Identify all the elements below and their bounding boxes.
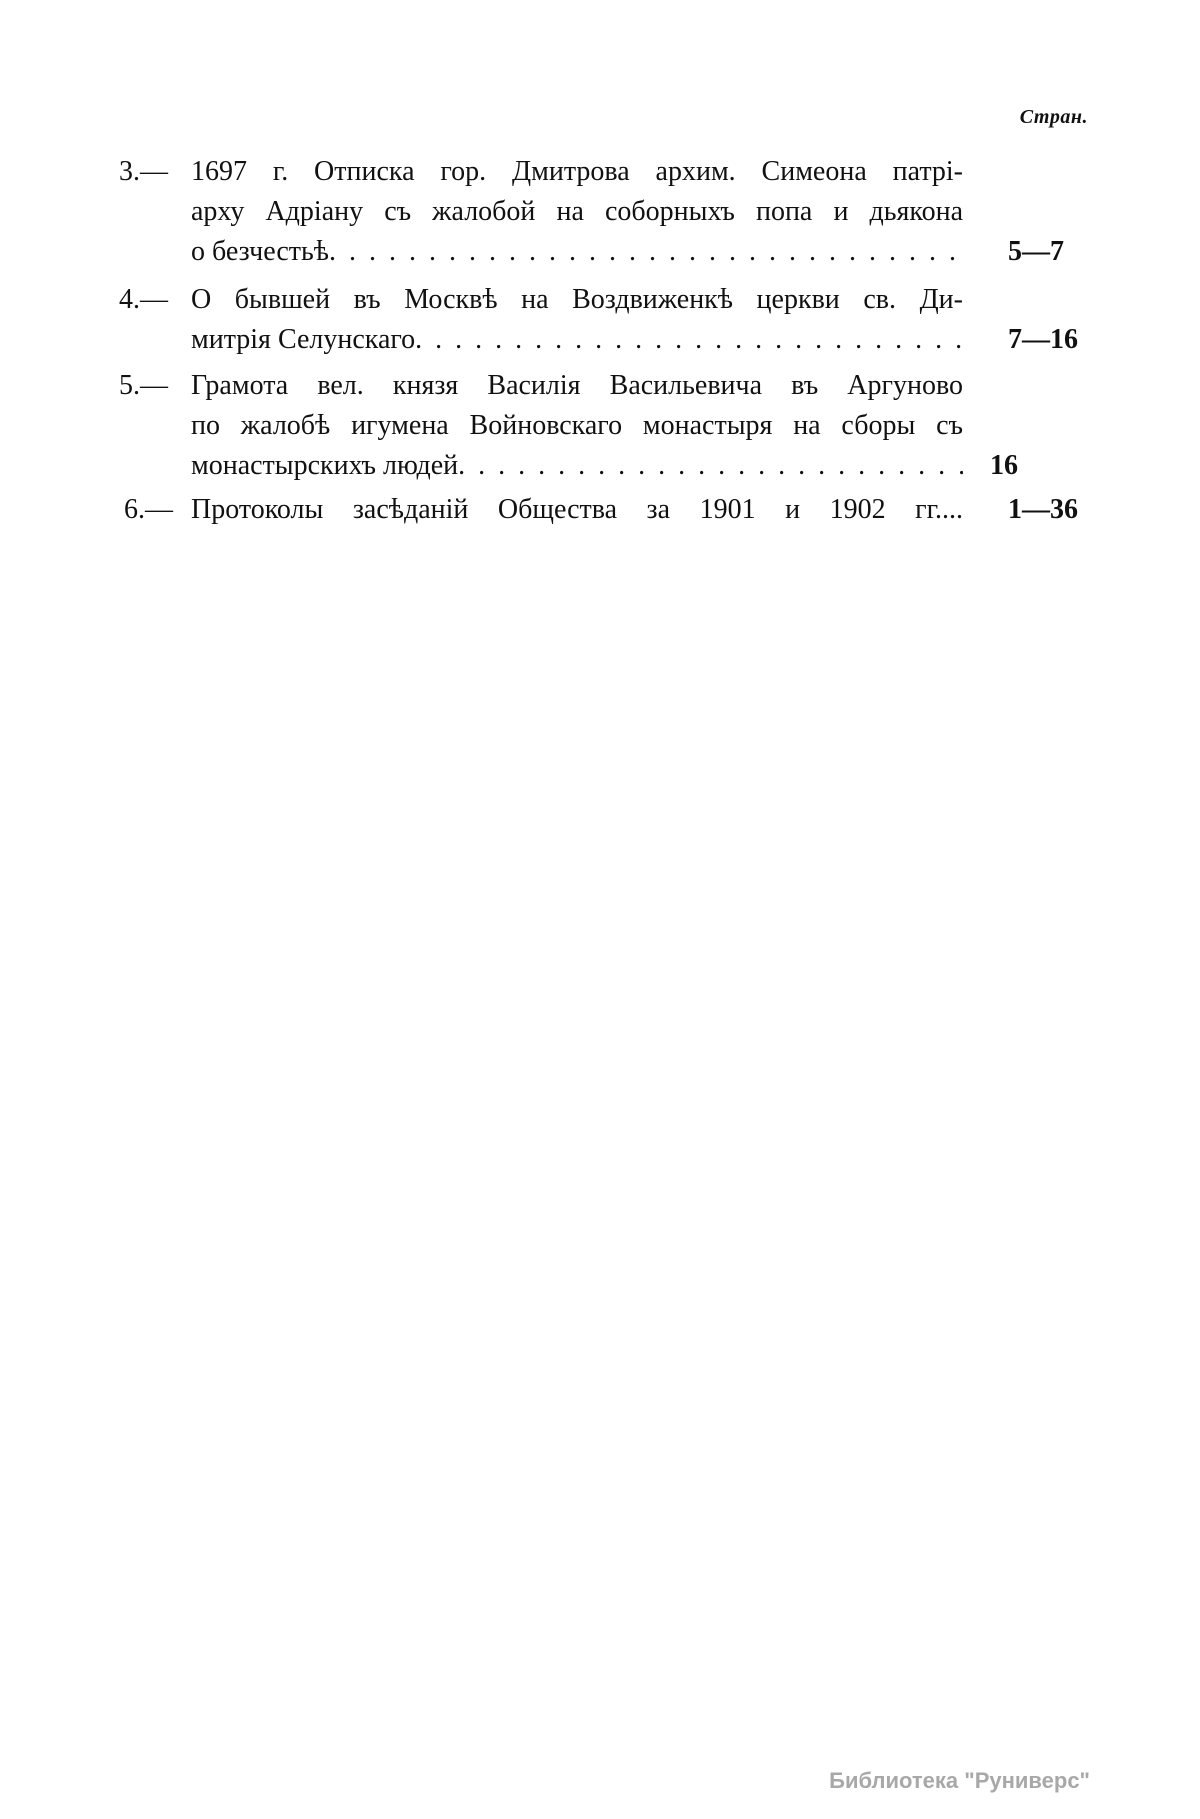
entry-pages: 7—16 (1008, 324, 1078, 355)
entry-pages: 16 (990, 450, 1018, 481)
entry-title (191, 490, 963, 530)
entry-title (191, 280, 963, 360)
entry-title (191, 152, 963, 272)
dot-leader (458, 446, 963, 486)
entry-title-line-last (191, 446, 963, 486)
library-watermark: Библиотека "Руниверс" (829, 1768, 1090, 1793)
entry-title-line: О бывшей въ Москвѣ на Воздвиженкѣ церкви св. Ди- (191, 284, 963, 315)
entry-title-line-last (191, 320, 963, 360)
entry-title-line: по жалобѣ игумена Войновскаго монастыря на сборы съ (191, 410, 963, 441)
entry-pages: 5—7 (1008, 236, 1064, 267)
dot-leader (415, 320, 963, 360)
entry-number: 4.— (119, 284, 168, 315)
entry-title-line: арху Адріану съ жалобой на соборныхъ попа и дьякона (191, 196, 963, 227)
entry-title-line: Грамота вел. князя Василія Васильевича въ Аргуново (191, 370, 963, 401)
entry-number: 6.— (124, 494, 173, 525)
page-column-label: Стран. (1019, 106, 1088, 128)
entry-number: 5.— (119, 370, 168, 401)
entry-title-line-last (191, 232, 963, 272)
dot-leader (329, 232, 963, 272)
entry-title-line: Протоколы засѣданій Общества за 1901 и 1902 гг.... (191, 494, 963, 525)
entry-title (191, 366, 963, 486)
entry-title-line-text: митрія Селунскаго (191, 324, 416, 355)
entry-pages: 1—36 (1008, 494, 1078, 525)
entry-title-line-text: о безчестьѣ (191, 236, 329, 267)
entry-title-line: 1697 г. Отписка гор. Дмитрова архим. Симеона патрі- (191, 156, 963, 187)
entry-number: 3.— (119, 156, 168, 187)
entry-title-line-text: монастырскихъ людей (191, 450, 459, 481)
